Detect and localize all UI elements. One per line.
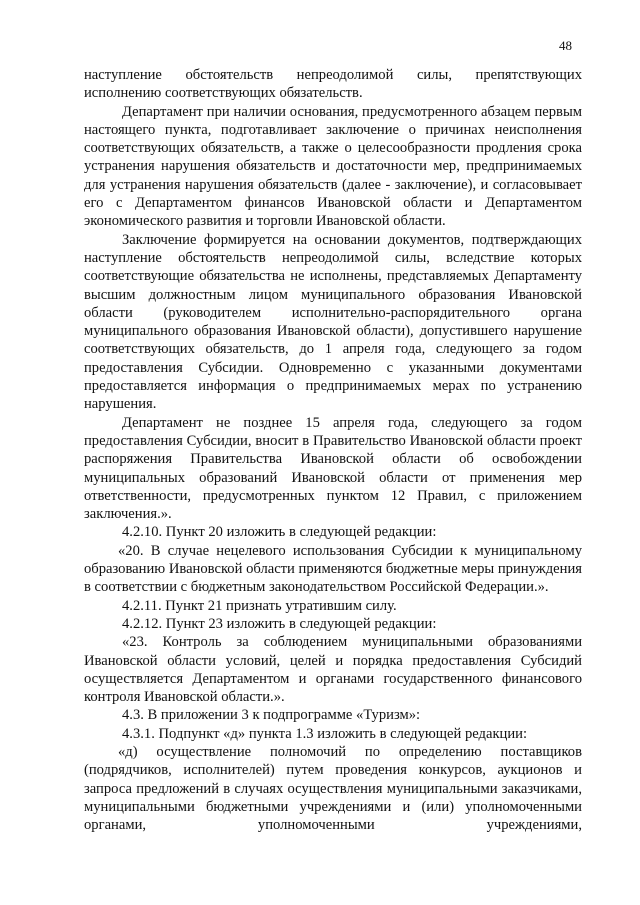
paragraph: «д) осуществление полномочий по определению поставщиков (подрядчиков, исполнителей) путем проведения конкурсов, аукционов и запроса предложений в случаях осуществления муниципальными заказчиками, муниципальными бюджетными учреждениями и (или) уполномоченными органами, уполномоченными учреждениями, [84,743,582,834]
page-number: 48 [559,38,572,53]
paragraph: 4.3.1. Подпункт «д» пункта 1.3 изложить в следующей редакции: [122,725,528,742]
paragraph: Департамент не позднее 15 апреля года, следующего за годом предоставления Субсидии, вносит в Правительство Ивановской области проект распоряжения Правительства Ивановской области об освобождении муниципальных образований Ивановской области от применения мер ответственности, предусмотренных пунктом 12 Правил, с приложением заключения.». [84,414,582,523]
paragraph: 4.3. В приложении 3 к подпрограмме «Туризм»: [122,707,421,724]
paragraph: «23. Контроль за соблюдением муниципальными образованиями Ивановской области условий, целей и порядка предоставления Субсидий осуществляется Департаментом и органами государственного финансового контроля Ивановской области.». [84,634,582,706]
paragraph: «20. В случае нецелевого использования Субсидии к муниципальному образованию Ивановской области применяются бюджетные меры принуждения в соответствии с бюджетным законодательством Российской Федерации.». [84,542,582,596]
paragraph: 4.2.12. Пункт 23 изложить в следующей редакции: [122,615,437,632]
paragraph: Заключение формируется на основании документов, подтверждающих наступление обстоятельств непреодолимой силы, вследствие которых соответствующие обязательства не исполнены, представляемых Департаменту высшим должностным лицом муниципального образования Ивановской области (руководителем исполнительно-распорядительного органа муниципального образования Ивановской области), допустившего нарушение соответствующих обязательств, до 1 апреля года, следующего за годом предоставления Субсидии. Одновременно с указанными документами предоставляется информация о предпринимаемых мерах по устранению нарушения. [84,231,582,413]
paragraph: Департамент при наличии основания, предусмотренного абзацем первым настоящего пункта, подготавливает заключение о причинах неисполнения соответствующих обязательств, а также о целесообразности продления срока устранения нарушения обязательств и достаточности мер, предпринимаемых для устранения нарушения обязательств (далее - заключение), и согласовывает его с Департаментом финансов Ивановской области и Департаментом экономического развития и торговли Ивановской области. [84,103,582,230]
paragraph: наступление обстоятельств непреодолимой силы, препятствующих исполнению соответствующих обязательств. [84,67,582,102]
paragraph: 4.2.11. Пункт 21 признать утратившим силу. [122,597,397,614]
document-body [84,66,582,834]
paragraph: 4.2.10. Пункт 20 изложить в следующей редакции: [122,524,437,541]
